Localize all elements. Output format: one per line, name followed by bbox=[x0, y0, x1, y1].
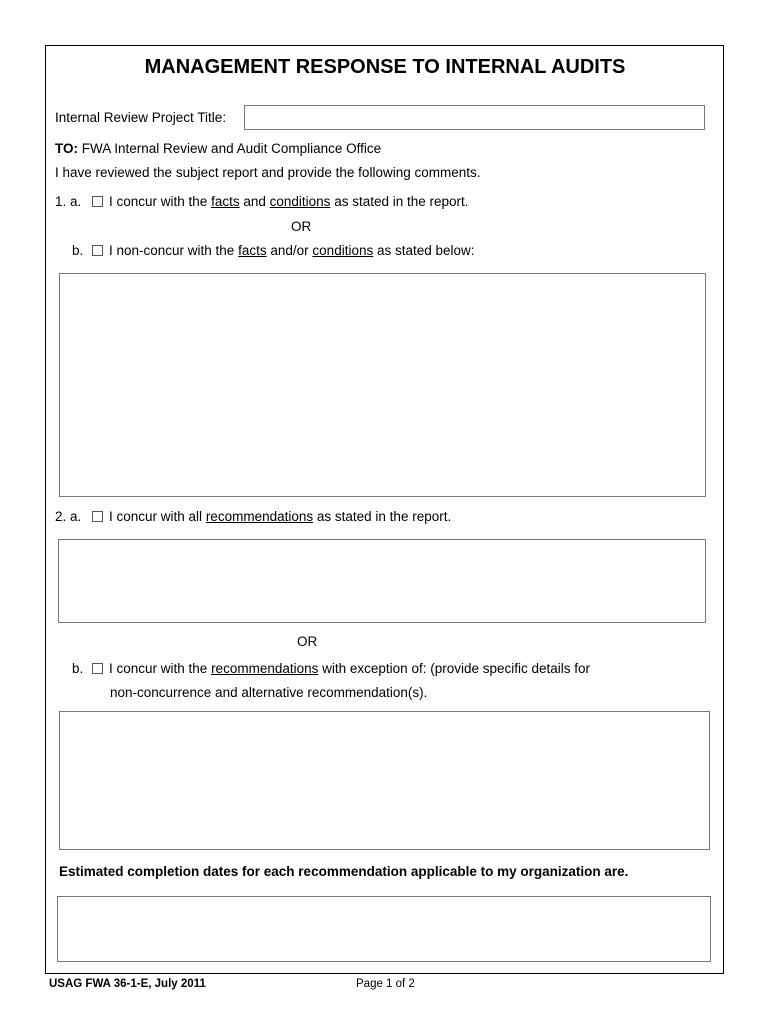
exception-details-box[interactable] bbox=[59, 711, 710, 850]
completion-dates-box[interactable] bbox=[57, 896, 711, 962]
estimated-completion-label: Estimated completion dates for each recommendation applicable to my organization are. bbox=[59, 864, 629, 879]
to-label: TO: bbox=[55, 141, 78, 156]
or-separator-2: OR bbox=[297, 634, 318, 649]
item2a-row bbox=[92, 509, 451, 524]
item2b-number: b. bbox=[72, 661, 84, 676]
noncurrence-comments-box[interactable] bbox=[59, 273, 706, 497]
item1a-number: 1. a. bbox=[55, 194, 82, 209]
item2b-recommendations: recommendations bbox=[211, 661, 319, 676]
page-number: Page 1 of 2 bbox=[356, 978, 415, 990]
item1a-row bbox=[92, 194, 469, 209]
item2b-line2: non-concurrence and alternative recommendation(s). bbox=[110, 685, 428, 700]
item1a-pre: I concur with the bbox=[109, 194, 208, 209]
to-value: FWA Internal Review and Audit Compliance Office bbox=[81, 141, 382, 156]
item1b-number: b. bbox=[72, 243, 84, 258]
to-line bbox=[55, 141, 381, 156]
item1a-conditions: conditions bbox=[269, 194, 331, 209]
item1b-conditions: conditions bbox=[312, 243, 374, 258]
item2a-checkbox[interactable] bbox=[92, 511, 103, 522]
item2a-number: 2. a. bbox=[55, 509, 82, 524]
page-title: MANAGEMENT RESPONSE TO INTERNAL AUDITS bbox=[144, 56, 626, 78]
item1a-post: as stated in the report. bbox=[334, 194, 469, 209]
item2b-post: with exception of: (provide specific details for bbox=[322, 661, 591, 676]
item2b-pre: I concur with the bbox=[109, 661, 208, 676]
item1b-row bbox=[92, 243, 475, 258]
item1b-mid: and/or bbox=[270, 243, 309, 258]
intro-text: I have reviewed the subject report and provide the following comments. bbox=[55, 165, 481, 180]
item1b-post: as stated below: bbox=[376, 243, 475, 258]
item2a-pre: I concur with all bbox=[109, 509, 203, 524]
item2b-checkbox[interactable] bbox=[92, 663, 103, 674]
item2b-row bbox=[92, 661, 590, 676]
concurrence-comments-box[interactable] bbox=[58, 539, 706, 623]
item1b-facts: facts bbox=[238, 243, 267, 258]
form-id: USAG FWA 36-1-E, July 2011 bbox=[49, 978, 206, 990]
or-separator-1: OR bbox=[291, 219, 312, 234]
item1b-pre: I non-concur with the bbox=[109, 243, 235, 258]
project-title-input[interactable] bbox=[244, 105, 705, 130]
item1a-mid: and bbox=[243, 194, 266, 209]
item1b-checkbox[interactable] bbox=[92, 245, 103, 256]
item2a-post: as stated in the report. bbox=[316, 509, 452, 524]
project-title-label: Internal Review Project Title: bbox=[55, 110, 227, 125]
item2a-recommendations: recommendations bbox=[205, 509, 314, 524]
item1a-checkbox[interactable] bbox=[92, 196, 103, 207]
item1a-facts: facts bbox=[211, 194, 240, 209]
